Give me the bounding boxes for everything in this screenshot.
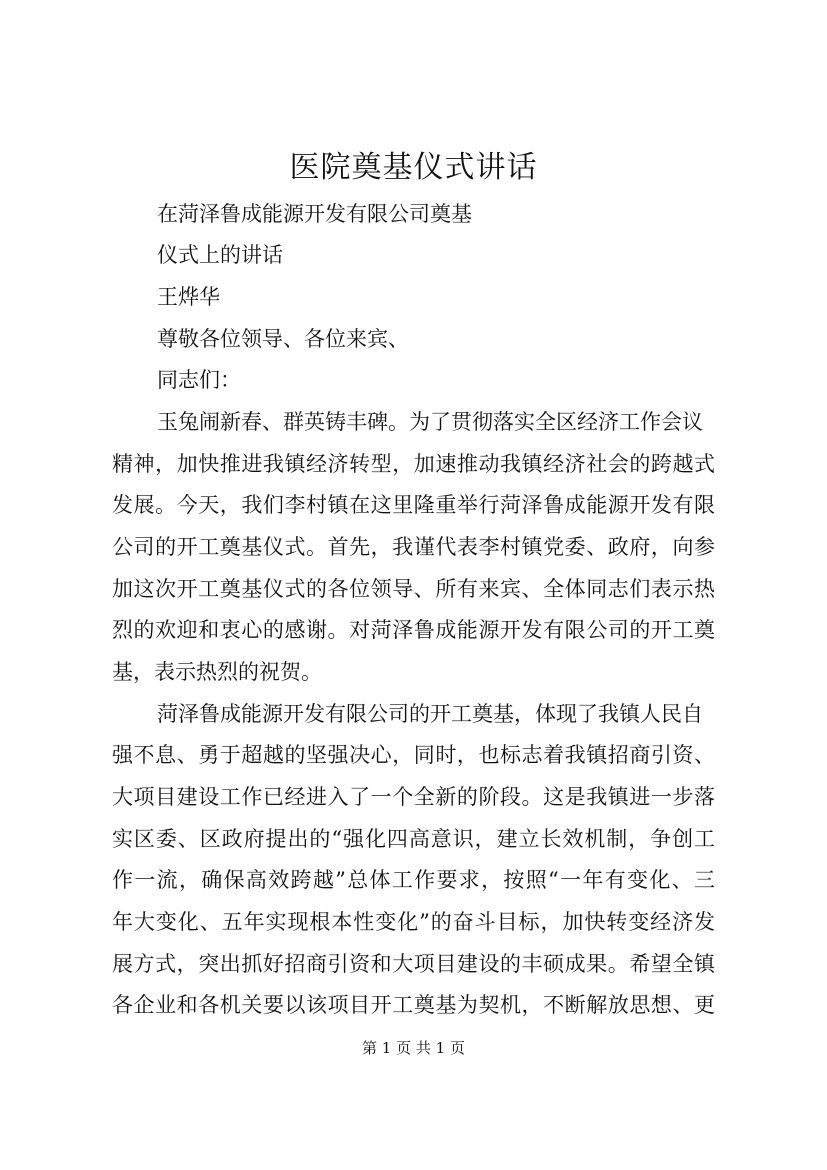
paragraph-1-line-2: 精神，加快推进我镇经济转型，加速推动我镇经济社会的跨越式 [112,452,715,476]
subtitle-line-1: 在菏泽鲁成能源开发有限公司奠基 [157,202,472,226]
paragraph-2-line-4: 实区委、区政府提出的“强化四高意识，建立长效机制，争创工 [112,827,715,851]
paragraph-2-line-8: 各企业和各机关要以该项目开工奠基为契机，不断解放思想、更 [112,993,715,1017]
salutation-continued: 同志们： [157,368,241,392]
salutation: 尊敬各位领导、各位来宾、 [157,327,409,351]
paragraph-2-line-6: 年大变化、五年实现根本性变化”的奋斗目标，加快转变经济发 [112,910,715,934]
paragraph-2-line-5: 作一流，确保高效跨越”总体工作要求，按照“一年有变化、三 [112,868,715,892]
paragraph-1-line-3: 发展。今天，我们李村镇在这里隆重举行菏泽鲁成能源开发有限 [112,493,715,517]
paragraph-1-line-1: 玉兔闹新春、群英铸丰碑。为了贯彻落实全区经济工作会议 [157,410,703,434]
paragraph-1-line-5: 加这次开工奠基仪式的各位领导、所有来宾、全体同志们表示热 [112,577,715,601]
paragraph-1-line-4: 公司的开工奠基仪式。首先，我谨代表李村镇党委、政府，向参 [112,535,715,559]
page-number-footer: 第 1 页 共 1 页 [362,1039,465,1057]
paragraph-1-line-6: 烈的欢迎和衷心的感谢。对菏泽鲁成能源开发有限公司的开工奠 [112,618,715,642]
paragraph-2-line-3: 大项目建设工作已经进入了一个全新的阶段。这是我镇进一步落 [112,785,715,809]
paragraph-2-line-2: 强不息、勇于超越的坚强决心，同时，也标志着我镇招商引资、 [112,743,715,767]
paragraph-2-line-7: 展方式，突出抓好招商引资和大项目建设的丰硕成果。希望全镇 [112,952,715,976]
subtitle-line-2: 仪式上的讲话 [157,243,283,267]
paragraph-1-line-7: 基，表示热烈的祝贺。 [112,660,322,684]
author-name: 王烨华 [157,285,220,309]
document-title: 医院奠基仪式讲话 [289,150,538,185]
paragraph-2-line-1: 菏泽鲁成能源开发有限公司的开工奠基，体现了我镇人民自 [157,702,703,726]
